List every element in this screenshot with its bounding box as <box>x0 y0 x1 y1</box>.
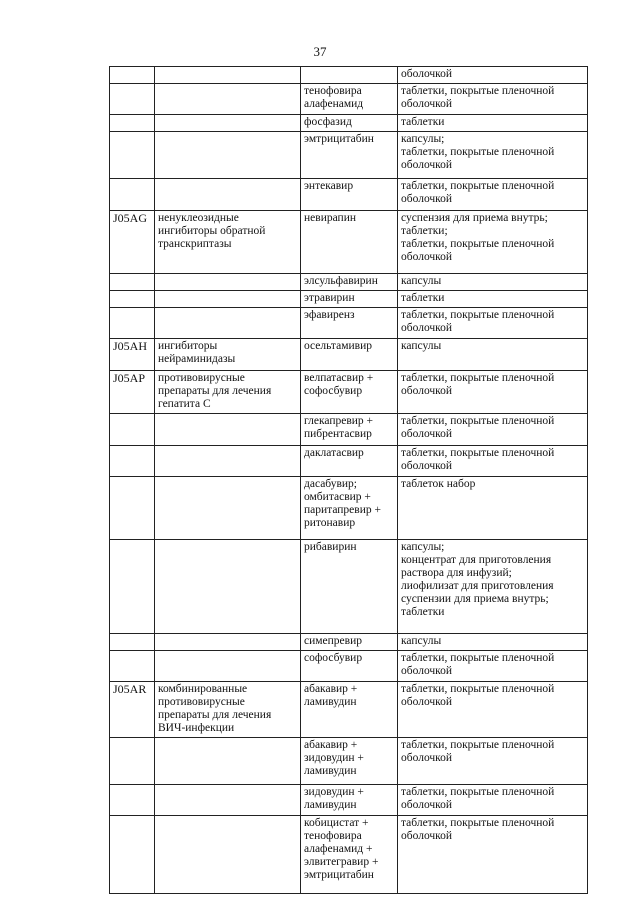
atc-code-cell: J05AP <box>110 371 155 414</box>
drug-name-cell: абакавир + ламивудин <box>301 682 398 738</box>
dosage-form-cell: таблетки <box>398 291 588 308</box>
atc-code-cell <box>110 738 155 785</box>
atc-code-cell <box>110 634 155 651</box>
table-row <box>110 67 588 84</box>
atc-code-cell <box>110 67 155 84</box>
group-name-cell <box>155 785 301 816</box>
table-row <box>110 477 588 540</box>
group-name-cell <box>155 816 301 894</box>
dosage-form-cell: таблетки <box>398 115 588 132</box>
drug-name-cell: невирапин <box>301 211 398 274</box>
group-name-cell <box>155 132 301 179</box>
table-row <box>110 682 588 738</box>
dosage-form-cell: таблетки, покрытые пленочной оболочкой <box>398 308 588 339</box>
atc-code-cell: J05AR <box>110 682 155 738</box>
drug-name-cell: эфавиренз <box>301 308 398 339</box>
drug-name-cell: зидовудин + ламивудин <box>301 785 398 816</box>
dosage-form-cell: таблетки, покрытые пленочной оболочкой <box>398 84 588 115</box>
dosage-form-cell: капсулы; концентрат для приготовления раствора для инфузий; лиофилизат для приготовления суспензии для приема внутрь; таблетки <box>398 540 588 634</box>
table-row <box>110 738 588 785</box>
atc-code-cell <box>110 414 155 446</box>
dosage-form-cell: таблетки, покрытые пленочной оболочкой <box>398 179 588 211</box>
group-name-cell <box>155 179 301 211</box>
atc-code-cell <box>110 785 155 816</box>
group-name-cell <box>155 67 301 84</box>
table-row <box>110 785 588 816</box>
atc-code-cell <box>110 291 155 308</box>
drug-name-cell: софосбувир <box>301 651 398 682</box>
table-row <box>110 371 588 414</box>
dosage-form-cell: капсулы <box>398 634 588 651</box>
atc-code-cell <box>110 115 155 132</box>
drug-name-cell: даклатасвир <box>301 446 398 477</box>
dosage-form-cell: таблетки, покрытые пленочной оболочкой <box>398 651 588 682</box>
drug-name-cell: дасабувир; омбитасвир + паритапревир + ритонавир <box>301 477 398 540</box>
drug-name-cell: тенофовира алафенамид <box>301 84 398 115</box>
table-row <box>110 179 588 211</box>
group-name-cell: противовирусные препараты для лечения гепатита С <box>155 371 301 414</box>
group-name-cell: ненуклеозидные ингибиторы обратной транскриптазы <box>155 211 301 274</box>
group-name-cell: ингибиторы нейраминидазы <box>155 339 301 371</box>
atc-code-cell <box>110 84 155 115</box>
group-name-cell <box>155 738 301 785</box>
atc-code-cell: J05AH <box>110 339 155 371</box>
group-name-cell <box>155 84 301 115</box>
atc-code-cell: J05AG <box>110 211 155 274</box>
dosage-form-cell: таблетки, покрытые пленочной оболочкой <box>398 371 588 414</box>
atc-code-cell <box>110 274 155 291</box>
table-row <box>110 446 588 477</box>
dosage-form-cell: таблетки, покрытые пленочной оболочкой <box>398 414 588 446</box>
dosage-form-cell: капсулы <box>398 274 588 291</box>
atc-code-cell <box>110 540 155 634</box>
drug-name-cell: элсульфавирин <box>301 274 398 291</box>
atc-code-cell <box>110 179 155 211</box>
drug-name-cell: этравирин <box>301 291 398 308</box>
dosage-form-cell: оболочкой <box>398 67 588 84</box>
table-row <box>110 651 588 682</box>
drug-name-cell: абакавир + зидовудин + ламивудин <box>301 738 398 785</box>
table-row <box>110 308 588 339</box>
group-name-cell <box>155 446 301 477</box>
table-row <box>110 816 588 894</box>
atc-code-cell <box>110 132 155 179</box>
dosage-form-cell: таблеток набор <box>398 477 588 540</box>
table-row <box>110 84 588 115</box>
dosage-form-cell: капсулы; таблетки, покрытые пленочной оболочкой <box>398 132 588 179</box>
dosage-form-cell: таблетки, покрытые пленочной оболочкой <box>398 816 588 894</box>
group-name-cell <box>155 651 301 682</box>
drug-name-cell: фосфазид <box>301 115 398 132</box>
atc-code-cell <box>110 477 155 540</box>
dosage-form-cell: таблетки, покрытые пленочной оболочкой <box>398 785 588 816</box>
group-name-cell: комбинированные противовирусные препараты для лечения ВИЧ-инфекции <box>155 682 301 738</box>
dosage-form-cell: таблетки, покрытые пленочной оболочкой <box>398 738 588 785</box>
drug-name-cell: велпатасвир + софосбувир <box>301 371 398 414</box>
drug-name-cell: осельтамивир <box>301 339 398 371</box>
group-name-cell <box>155 414 301 446</box>
table-row <box>110 414 588 446</box>
table-row <box>110 115 588 132</box>
atc-code-cell <box>110 308 155 339</box>
group-name-cell <box>155 274 301 291</box>
page-number: 37 <box>313 44 327 59</box>
table-row <box>110 132 588 179</box>
drug-name-cell <box>301 67 398 84</box>
table-row <box>110 211 588 274</box>
table-row <box>110 339 588 371</box>
drug-name-cell: эмтрицитабин <box>301 132 398 179</box>
group-name-cell <box>155 477 301 540</box>
atc-code-cell <box>110 446 155 477</box>
drug-name-cell: глекапревир + пибрентасвир <box>301 414 398 446</box>
drug-name-cell: энтекавир <box>301 179 398 211</box>
dosage-form-cell: суспензия для приема внутрь; таблетки; таблетки, покрытые пленочной оболочкой <box>398 211 588 274</box>
table-row <box>110 274 588 291</box>
group-name-cell <box>155 634 301 651</box>
group-name-cell <box>155 115 301 132</box>
table-row <box>110 634 588 651</box>
dosage-form-cell: таблетки, покрытые пленочной оболочкой <box>398 446 588 477</box>
atc-code-cell <box>110 651 155 682</box>
table-row <box>110 291 588 308</box>
drug-name-cell: кобицистат + тенофовира алафенамид + элвитегравир + эмтрицитабин <box>301 816 398 894</box>
group-name-cell <box>155 540 301 634</box>
group-name-cell <box>155 291 301 308</box>
drug-name-cell: симепревир <box>301 634 398 651</box>
atc-code-cell <box>110 816 155 894</box>
group-name-cell <box>155 308 301 339</box>
dosage-form-cell: таблетки, покрытые пленочной оболочкой <box>398 682 588 738</box>
table-row <box>110 540 588 634</box>
drug-table <box>109 66 588 894</box>
drug-name-cell: рибавирин <box>301 540 398 634</box>
dosage-form-cell: капсулы <box>398 339 588 371</box>
